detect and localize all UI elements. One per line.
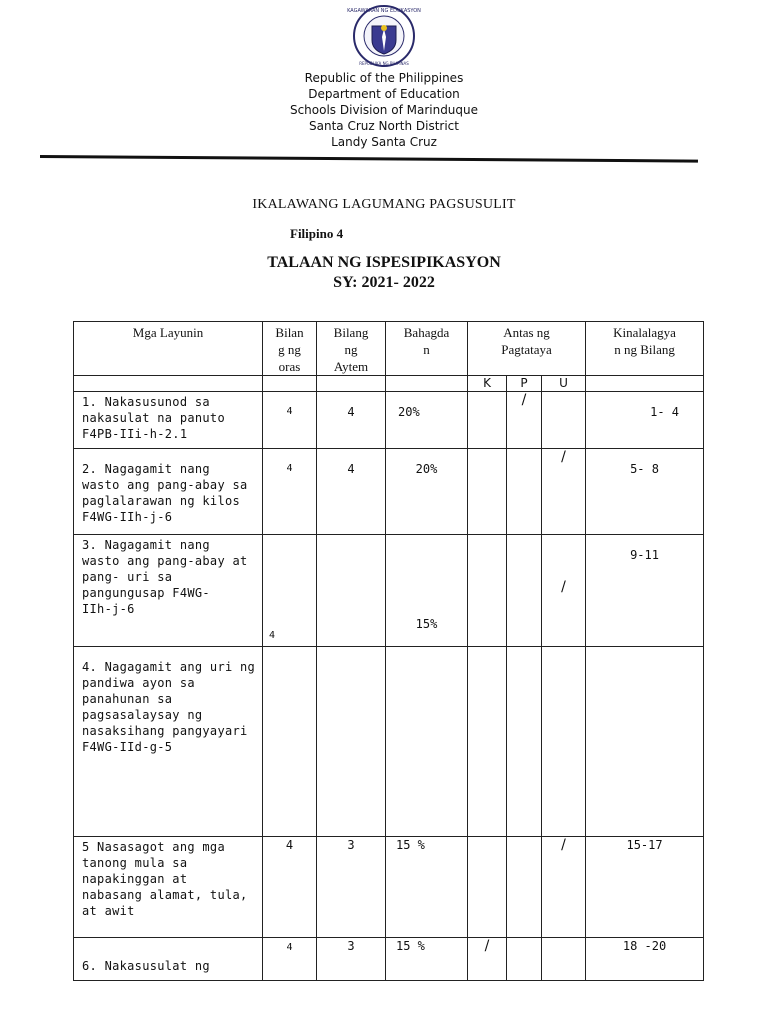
hours-cell: 4 xyxy=(263,535,317,647)
objective-line: nabasang alamat, tula, xyxy=(82,888,248,902)
subheader-empty xyxy=(386,376,468,392)
k-cell: / xyxy=(468,938,507,981)
hours-cell: 4 xyxy=(263,837,317,938)
hours-cell xyxy=(263,647,317,837)
objective-line: 3. Nagagamit nang xyxy=(82,538,210,552)
subheader-p: P xyxy=(507,376,542,392)
objective-line: 4. Nagagamit ang uri ng xyxy=(82,660,256,674)
k-cell xyxy=(468,837,507,938)
header-items-line: Bilang xyxy=(333,325,369,340)
header-level xyxy=(468,322,586,376)
percent-cell: 15% xyxy=(386,535,468,647)
objective-line: pandiwa ayon sa xyxy=(82,676,195,690)
percent-cell: 20% xyxy=(386,449,468,535)
header-items-line: ng xyxy=(344,342,358,357)
u-cell: / xyxy=(542,837,586,938)
hours-cell: 4 xyxy=(263,449,317,535)
objective-cell xyxy=(74,938,263,981)
header-divider xyxy=(40,155,698,163)
table-row xyxy=(74,392,704,449)
hours-cell: 4 xyxy=(263,392,317,449)
subject-label: Filipino 4 xyxy=(290,226,344,241)
header-level-line: Pagtataya xyxy=(501,342,552,357)
p-cell xyxy=(507,647,542,837)
p-cell xyxy=(507,535,542,647)
header-percentage xyxy=(386,322,468,376)
p-cell: / xyxy=(507,392,542,449)
u-cell xyxy=(542,647,586,837)
table-row xyxy=(74,837,704,938)
table-row xyxy=(74,535,704,647)
tos-title-text: TALAAN NG ISPESIPIKASYON xyxy=(267,254,501,271)
header-country: Republic of the Philippines xyxy=(304,71,464,85)
seal-subtext: REPUBLIKA NG PILIPINAS xyxy=(359,61,409,66)
items-cell: 3 xyxy=(317,938,386,981)
percent-cell: 15 % xyxy=(386,837,468,938)
objective-line: 1. Nakasusunod sa xyxy=(82,395,210,409)
placement-cell: 15-17 xyxy=(586,837,704,938)
k-cell xyxy=(468,449,507,535)
header-items-line: Aytem xyxy=(333,359,369,374)
objective-line: wasto ang pang-abay sa xyxy=(82,478,248,492)
header-hours-line: oras xyxy=(278,359,301,374)
header-hours xyxy=(263,322,317,376)
table-of-specifications xyxy=(73,321,704,981)
seal-text: KAGAWARAN NG EDUKASYON xyxy=(347,8,421,14)
percent-cell xyxy=(386,647,468,837)
placement-cell xyxy=(586,647,704,837)
header-division: Schools Division of Marinduque xyxy=(289,103,479,117)
objective-cell xyxy=(74,647,263,837)
subheader-empty xyxy=(317,376,386,392)
u-cell: / xyxy=(542,535,586,647)
deped-seal-logo xyxy=(342,4,426,68)
objective-line: F4PB-IIi-h-2.1 xyxy=(82,427,188,441)
objective-cell xyxy=(74,837,263,938)
objective-line: pang- uri sa xyxy=(82,570,173,584)
hours-cell: 4 xyxy=(263,938,317,981)
objective-line: pangungusap F4WG- xyxy=(82,586,210,600)
subheader-empty xyxy=(74,376,263,392)
objective-line: 6. Nakasusulat ng xyxy=(82,959,210,973)
table-subheader-row xyxy=(74,376,704,392)
placement-cell: 9-11 xyxy=(586,535,704,647)
u-cell xyxy=(542,392,586,449)
table-row xyxy=(74,938,704,981)
objective-line: at awit xyxy=(82,904,135,918)
header-placement xyxy=(586,322,704,376)
objective-cell xyxy=(74,535,263,647)
header-hours-line: Bilan xyxy=(275,325,304,340)
items-cell: 4 xyxy=(317,392,386,449)
objective-line: pagsasalaysay ng xyxy=(82,708,203,722)
header-department: Department of Education xyxy=(308,87,460,101)
header-district: Santa Cruz North District xyxy=(309,119,459,133)
subheader-empty xyxy=(263,376,317,392)
subheader-u: U xyxy=(542,376,586,392)
objective-line: IIh-j-6 xyxy=(82,602,135,616)
tos-title xyxy=(0,253,768,293)
p-cell xyxy=(507,837,542,938)
objective-cell xyxy=(74,392,263,449)
header-school: Landy Santa Cruz xyxy=(331,135,437,149)
p-cell xyxy=(507,938,542,981)
header-percentage-line: n xyxy=(423,342,430,357)
placement-cell: 1- 4 xyxy=(586,392,704,449)
percent-cell: 20% xyxy=(386,392,468,449)
items-cell xyxy=(317,647,386,837)
header-level-line: Antas ng xyxy=(503,325,550,340)
k-cell xyxy=(468,647,507,837)
header-items xyxy=(317,322,386,376)
objective-line: F4WG-IIh-j-6 xyxy=(82,510,173,524)
header-objectives: Mga Layunin xyxy=(74,322,263,376)
k-cell xyxy=(468,392,507,449)
table-row xyxy=(74,449,704,535)
p-cell xyxy=(507,449,542,535)
school-year: SY: 2021- 2022 xyxy=(333,274,435,291)
placement-cell: 18 -20 xyxy=(586,938,704,981)
objective-line: nakasulat na panuto xyxy=(82,411,225,425)
objective-cell xyxy=(74,449,263,535)
u-cell: / xyxy=(542,449,586,535)
exam-title: IKALAWANG LAGUMANG PAGSUSULIT xyxy=(252,197,516,212)
objective-line: paglalarawan ng kilos xyxy=(82,494,241,508)
objective-line: nasaksihang pangyayari xyxy=(82,724,248,738)
header-placement-line: Kinalalagya xyxy=(613,325,676,340)
subheader-k: K xyxy=(468,376,507,392)
percent-cell: 15 % xyxy=(386,938,468,981)
table-row xyxy=(74,647,704,837)
objective-line: panahunan sa xyxy=(82,692,173,706)
items-cell: 4 xyxy=(317,449,386,535)
objective-line: F4WG-IId-g-5 xyxy=(82,740,173,754)
subheader-empty xyxy=(586,376,704,392)
items-cell: 3 xyxy=(317,837,386,938)
header-placement-line: n ng Bilang xyxy=(614,342,675,357)
u-cell xyxy=(542,938,586,981)
header-percentage-line: Bahagda xyxy=(403,325,450,340)
table-header-row xyxy=(74,322,704,376)
objective-line xyxy=(82,940,256,956)
placement-cell: 5- 8 xyxy=(586,449,704,535)
header-hours-line: g ng xyxy=(278,342,301,357)
objective-line: napakinggan at xyxy=(82,872,188,886)
objective-line: wasto ang pang-abay at xyxy=(82,554,248,568)
objective-line: tanong mula sa xyxy=(82,856,188,870)
objective-line: 5 Nasasagot ang mga xyxy=(82,840,225,854)
items-cell xyxy=(317,535,386,647)
objective-line: 2. Nagagamit nang xyxy=(82,462,210,476)
k-cell xyxy=(468,535,507,647)
